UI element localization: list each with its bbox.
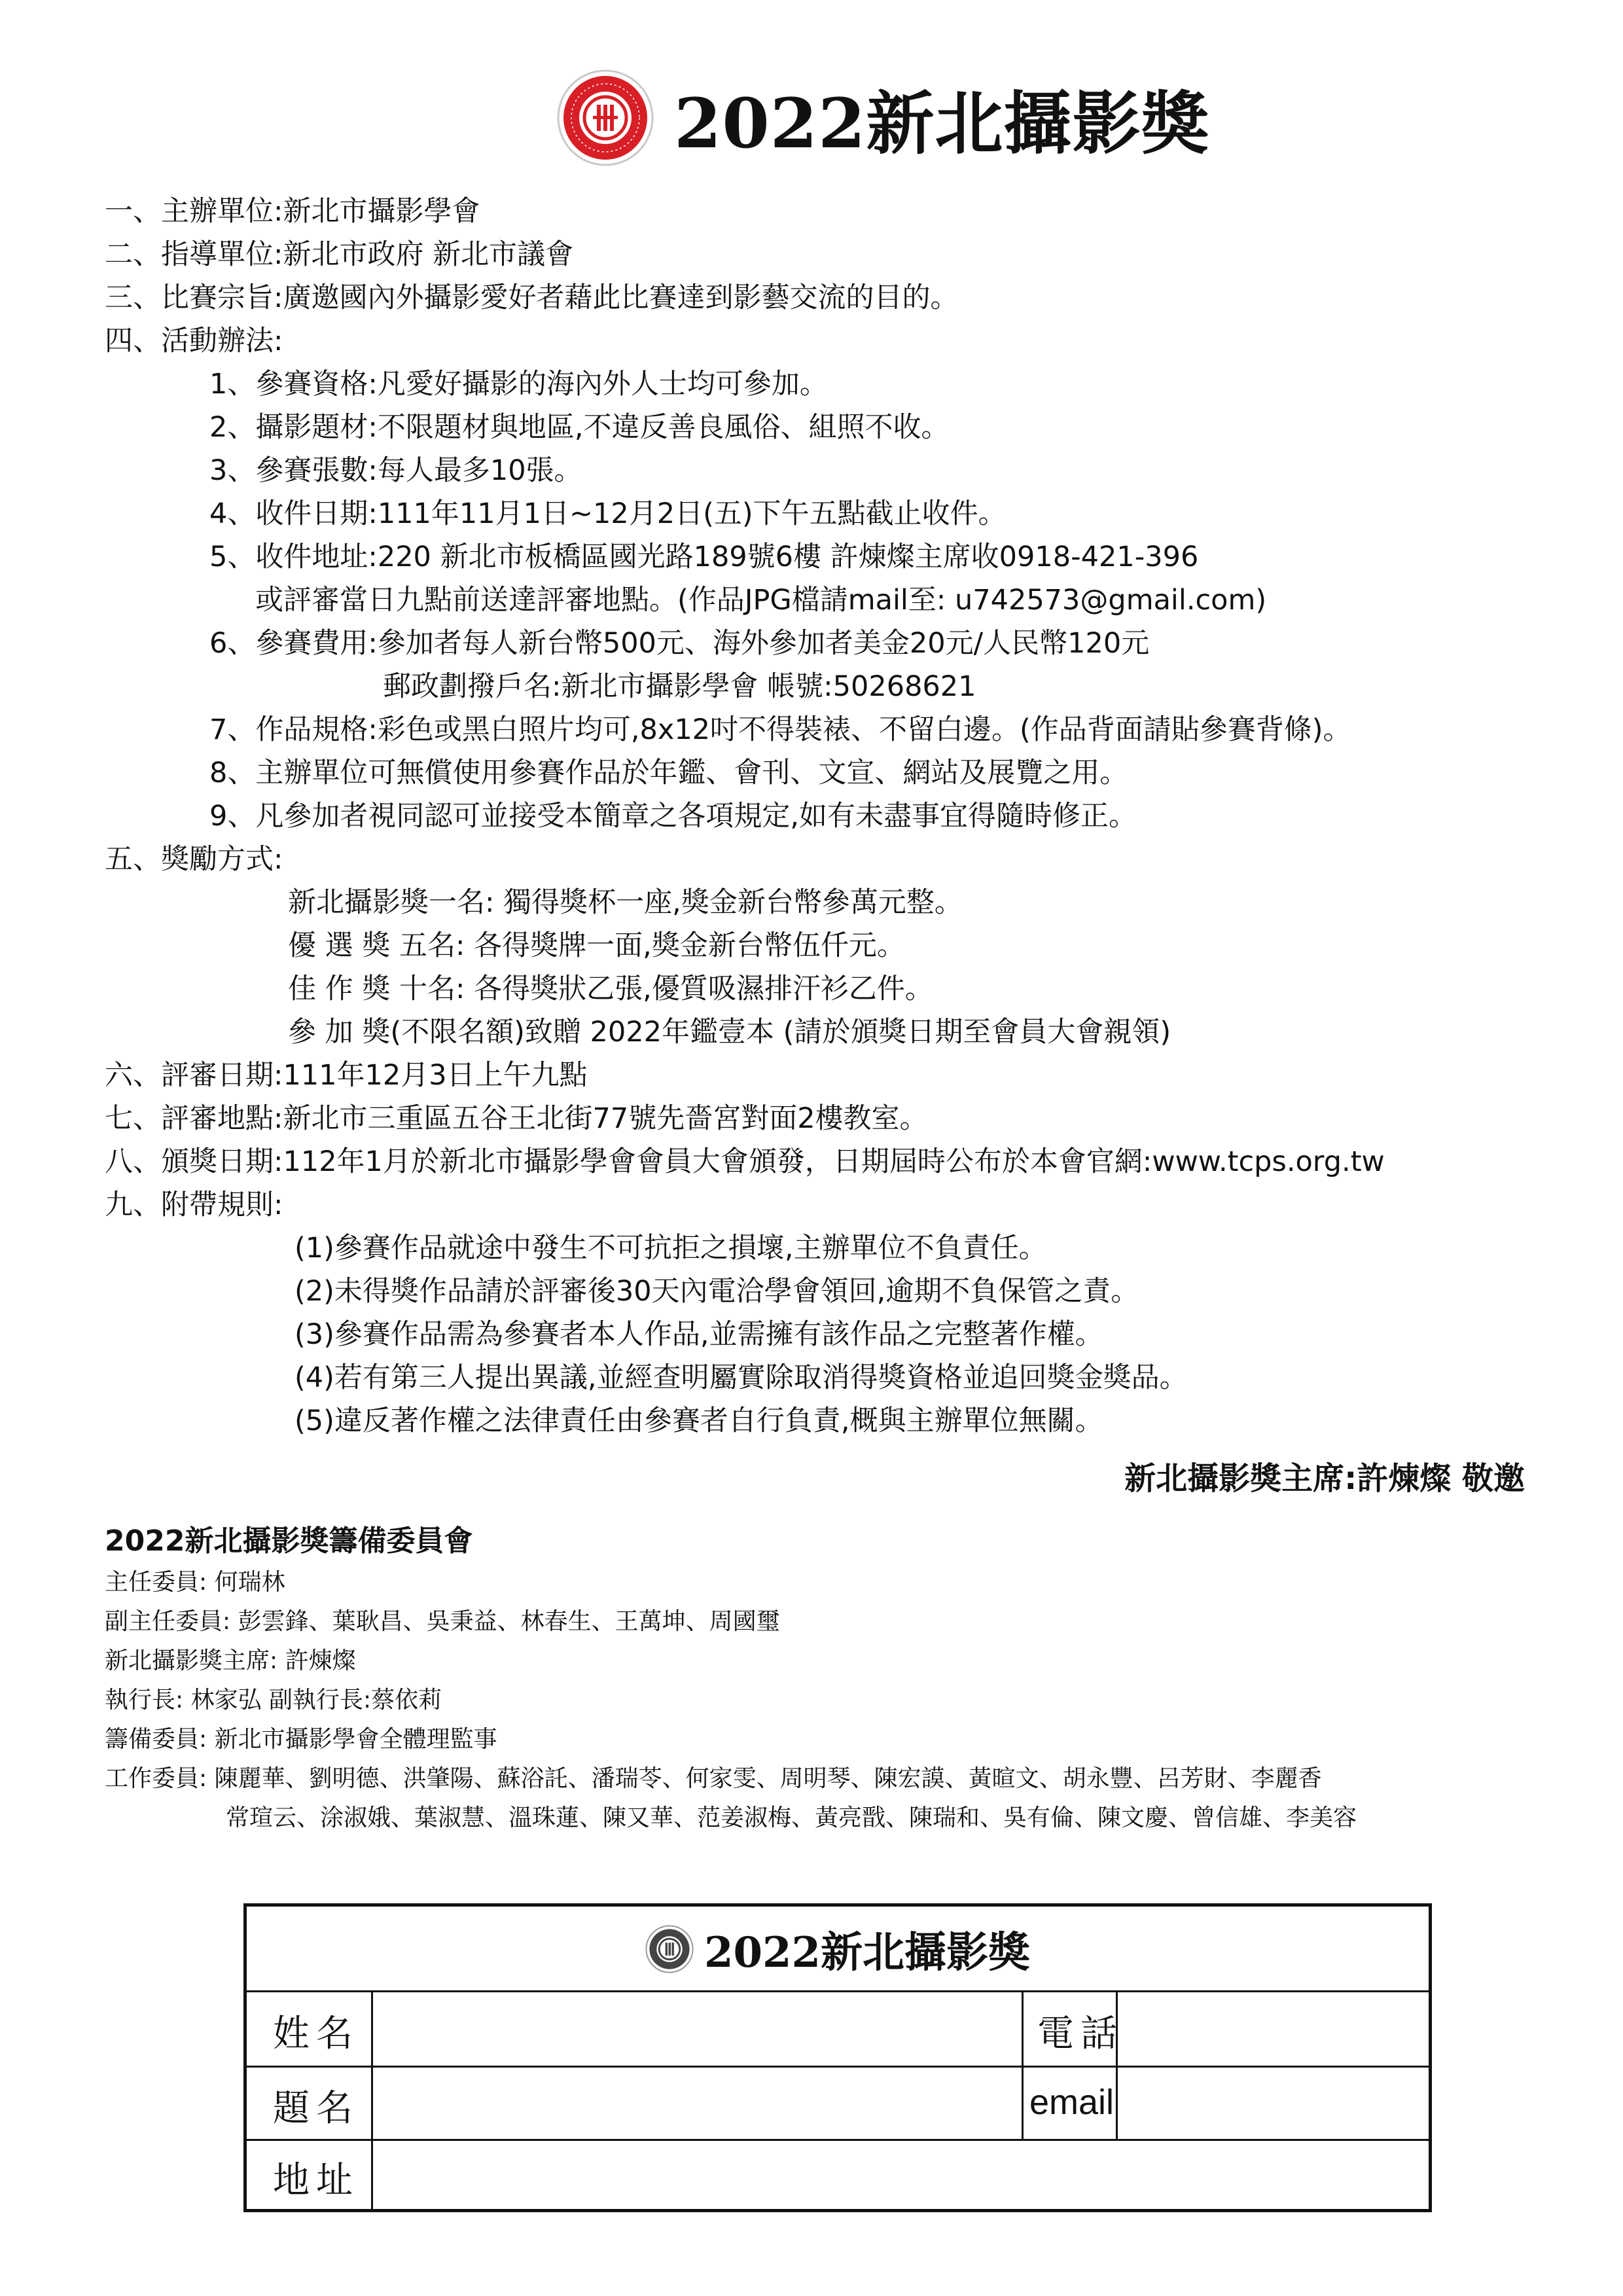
award-item: 參 加 獎(不限名額)致贈 2022年鑑壹本 (請於頒獎日期至會員大會親領) [288, 1016, 1171, 1049]
section-judging-date: 六、評審日期:111年12月3日上午九點 [105, 1059, 588, 1092]
rule-item: 9、凡參加者視同認可並接受本簡章之各項規定,如有未盡事宜得隨時修正。 [209, 800, 1137, 833]
committee-title: 2022新北攝影獎籌備委員會 [105, 1524, 473, 1558]
section-guidance: 二、指導單位:新北市政府 新北市議會 [105, 238, 574, 271]
rule-item-continuation: 或評審當日九點前送達評審地點。(作品JPG檔請mail至: u742573@gmail.com) [255, 584, 1267, 617]
entry-form-header [247, 1907, 1429, 1992]
section-judging-place: 七、評審地點:新北市三重區五谷王北街77號先嗇宮對面2樓教室。 [105, 1102, 928, 1135]
name-label: 姓名 [273, 2013, 359, 2055]
award-item: 佳 作 獎 十名: 各得獎狀乙張,優質吸濕排汗衫乙件。 [288, 973, 933, 1005]
rule-item: 3、參賽張數:每人最多10張。 [209, 454, 582, 487]
rule-item-continuation: 郵政劃撥戶名:新北市攝影學會 帳號:50268621 [383, 670, 976, 703]
committee-line: 工作委員: 陳麗華、劉明德、洪肇陽、蘇浴託、潘瑞苓、何家雯、周明琴、陳宏謨、黃暄文、胡永豐、呂芳財、李麗香 [105, 1765, 1322, 1792]
society-logo-icon [556, 69, 654, 167]
rule-item: 2、攝影題材:不限題材與地區,不違反善良風俗、組照不收。 [209, 411, 950, 444]
section-organizer: 一、主辦單位:新北市攝影學會 [105, 195, 480, 228]
extra-rule-item: (3)參賽作品需為參賽者本人作品,並需擁有該作品之完整著作權。 [294, 1318, 1103, 1351]
society-logo [556, 69, 654, 167]
section-ceremony-date: 八、頒獎日期:112年1月於新北市攝影學會會員大會頒發，日期屆時公布於本會官網:www.tcps.org.tw [105, 1145, 1385, 1178]
committee-line: 執行長: 林家弘 副執行長:蔡依莉 [105, 1687, 442, 1713]
rule-item: 8、主辦單位可無償使用參賽作品於年鑑、會刊、文宣、網站及展覽之用。 [209, 757, 1128, 789]
society-logo-small-icon [645, 1925, 694, 1973]
section-purpose: 三、比賽宗旨:廣邀國內外攝影愛好者藉此比賽達到影藝交流的目的。 [105, 281, 959, 314]
work-title-label: 題名 [273, 2087, 359, 2130]
entry-form [243, 1903, 1432, 2212]
rule-item: 4、收件日期:111年11月1日~12月2日(五)下午五點截止收件。 [209, 497, 1007, 530]
rule-item: 6、參賽費用:參加者每人新台幣500元、海外參加者美金20元/人民幣120元 [209, 627, 1150, 660]
form-column-divider [371, 1990, 373, 2212]
section-awards-heading: 五、獎勵方式: [105, 843, 283, 876]
rule-item: 7、作品規格:彩色或黑白照片均可,8x12吋不得裝裱、不留白邊。(作品背面請貼參賽背條)。 [209, 713, 1351, 746]
address-label: 地址 [273, 2159, 359, 2202]
extra-rule-item: (2)未得獎作品請於評審後30天內電洽學會領回,逾期不負保管之責。 [294, 1275, 1139, 1308]
work-title-field[interactable] [375, 2070, 1019, 2137]
section-rules-heading: 四、活動辦法: [105, 325, 283, 357]
page-header [556, 65, 1209, 170]
phone-label: 電話 [1037, 2013, 1124, 2055]
extra-rule-item: (1)參賽作品就途中發生不可抗拒之損壞,主辦單位不負責任。 [294, 1232, 1047, 1265]
committee-line: 籌備委員: 新北市攝影學會全體理監事 [105, 1726, 497, 1753]
form-divider [247, 2066, 1429, 2068]
name-field[interactable] [375, 1994, 1019, 2064]
committee-line: 常瑄云、涂淑娥、葉淑慧、溫珠蓮、陳又華、范姜淑梅、黃亮戬、陳瑞和、吳有倫、陳文慶、曾信雄、李美容 [226, 1804, 1357, 1831]
extra-rule-item: (4)若有第三人提出異議,並經查明屬實除取消得獎資格並追回獎金獎品。 [294, 1361, 1188, 1394]
form-column-divider [1022, 1990, 1024, 2139]
email-label: email [1029, 2083, 1115, 2122]
page-title: 2022新北攝影獎 [674, 83, 1210, 164]
award-item: 新北攝影獎一名: 獨得獎杯一座,獎金新台幣參萬元整。 [288, 886, 963, 919]
rule-item: 5、收件地址:220 新北市板橋區國光路189號6樓 許煉燦主席收0918-421-396 [209, 541, 1199, 573]
section-extra-rules-heading: 九、附帶規則: [105, 1189, 283, 1221]
rule-item: 1、參賽資格:凡愛好攝影的海內外人士均可參加。 [209, 368, 828, 401]
signature: 新北攝影獎主席:許煉燦 敬邀 [1124, 1460, 1525, 1497]
award-item: 優 選 獎 五名: 各得獎牌一面,獎金新台幣伍仟元。 [288, 929, 905, 962]
form-divider [247, 2139, 1429, 2141]
committee-line: 新北攝影獎主席: 許煉燦 [105, 1647, 356, 1674]
extra-rule-item: (5)違反著作權之法律責任由參賽者自行負責,概與主辦單位無關。 [294, 1405, 1103, 1437]
phone-field[interactable] [1120, 1994, 1427, 2064]
email-field[interactable] [1120, 2070, 1427, 2137]
committee-line: 副主任委員: 彭雲鋒、葉耿昌、吳秉益、林春生、王萬坤、周國璽 [105, 1608, 780, 1635]
entry-form-title: 2022新北攝影獎 [704, 1928, 1031, 1977]
address-field[interactable] [375, 2143, 1429, 2208]
form-divider [247, 1990, 1429, 1992]
committee-line: 主任委員: 何瑞林 [105, 1569, 285, 1596]
